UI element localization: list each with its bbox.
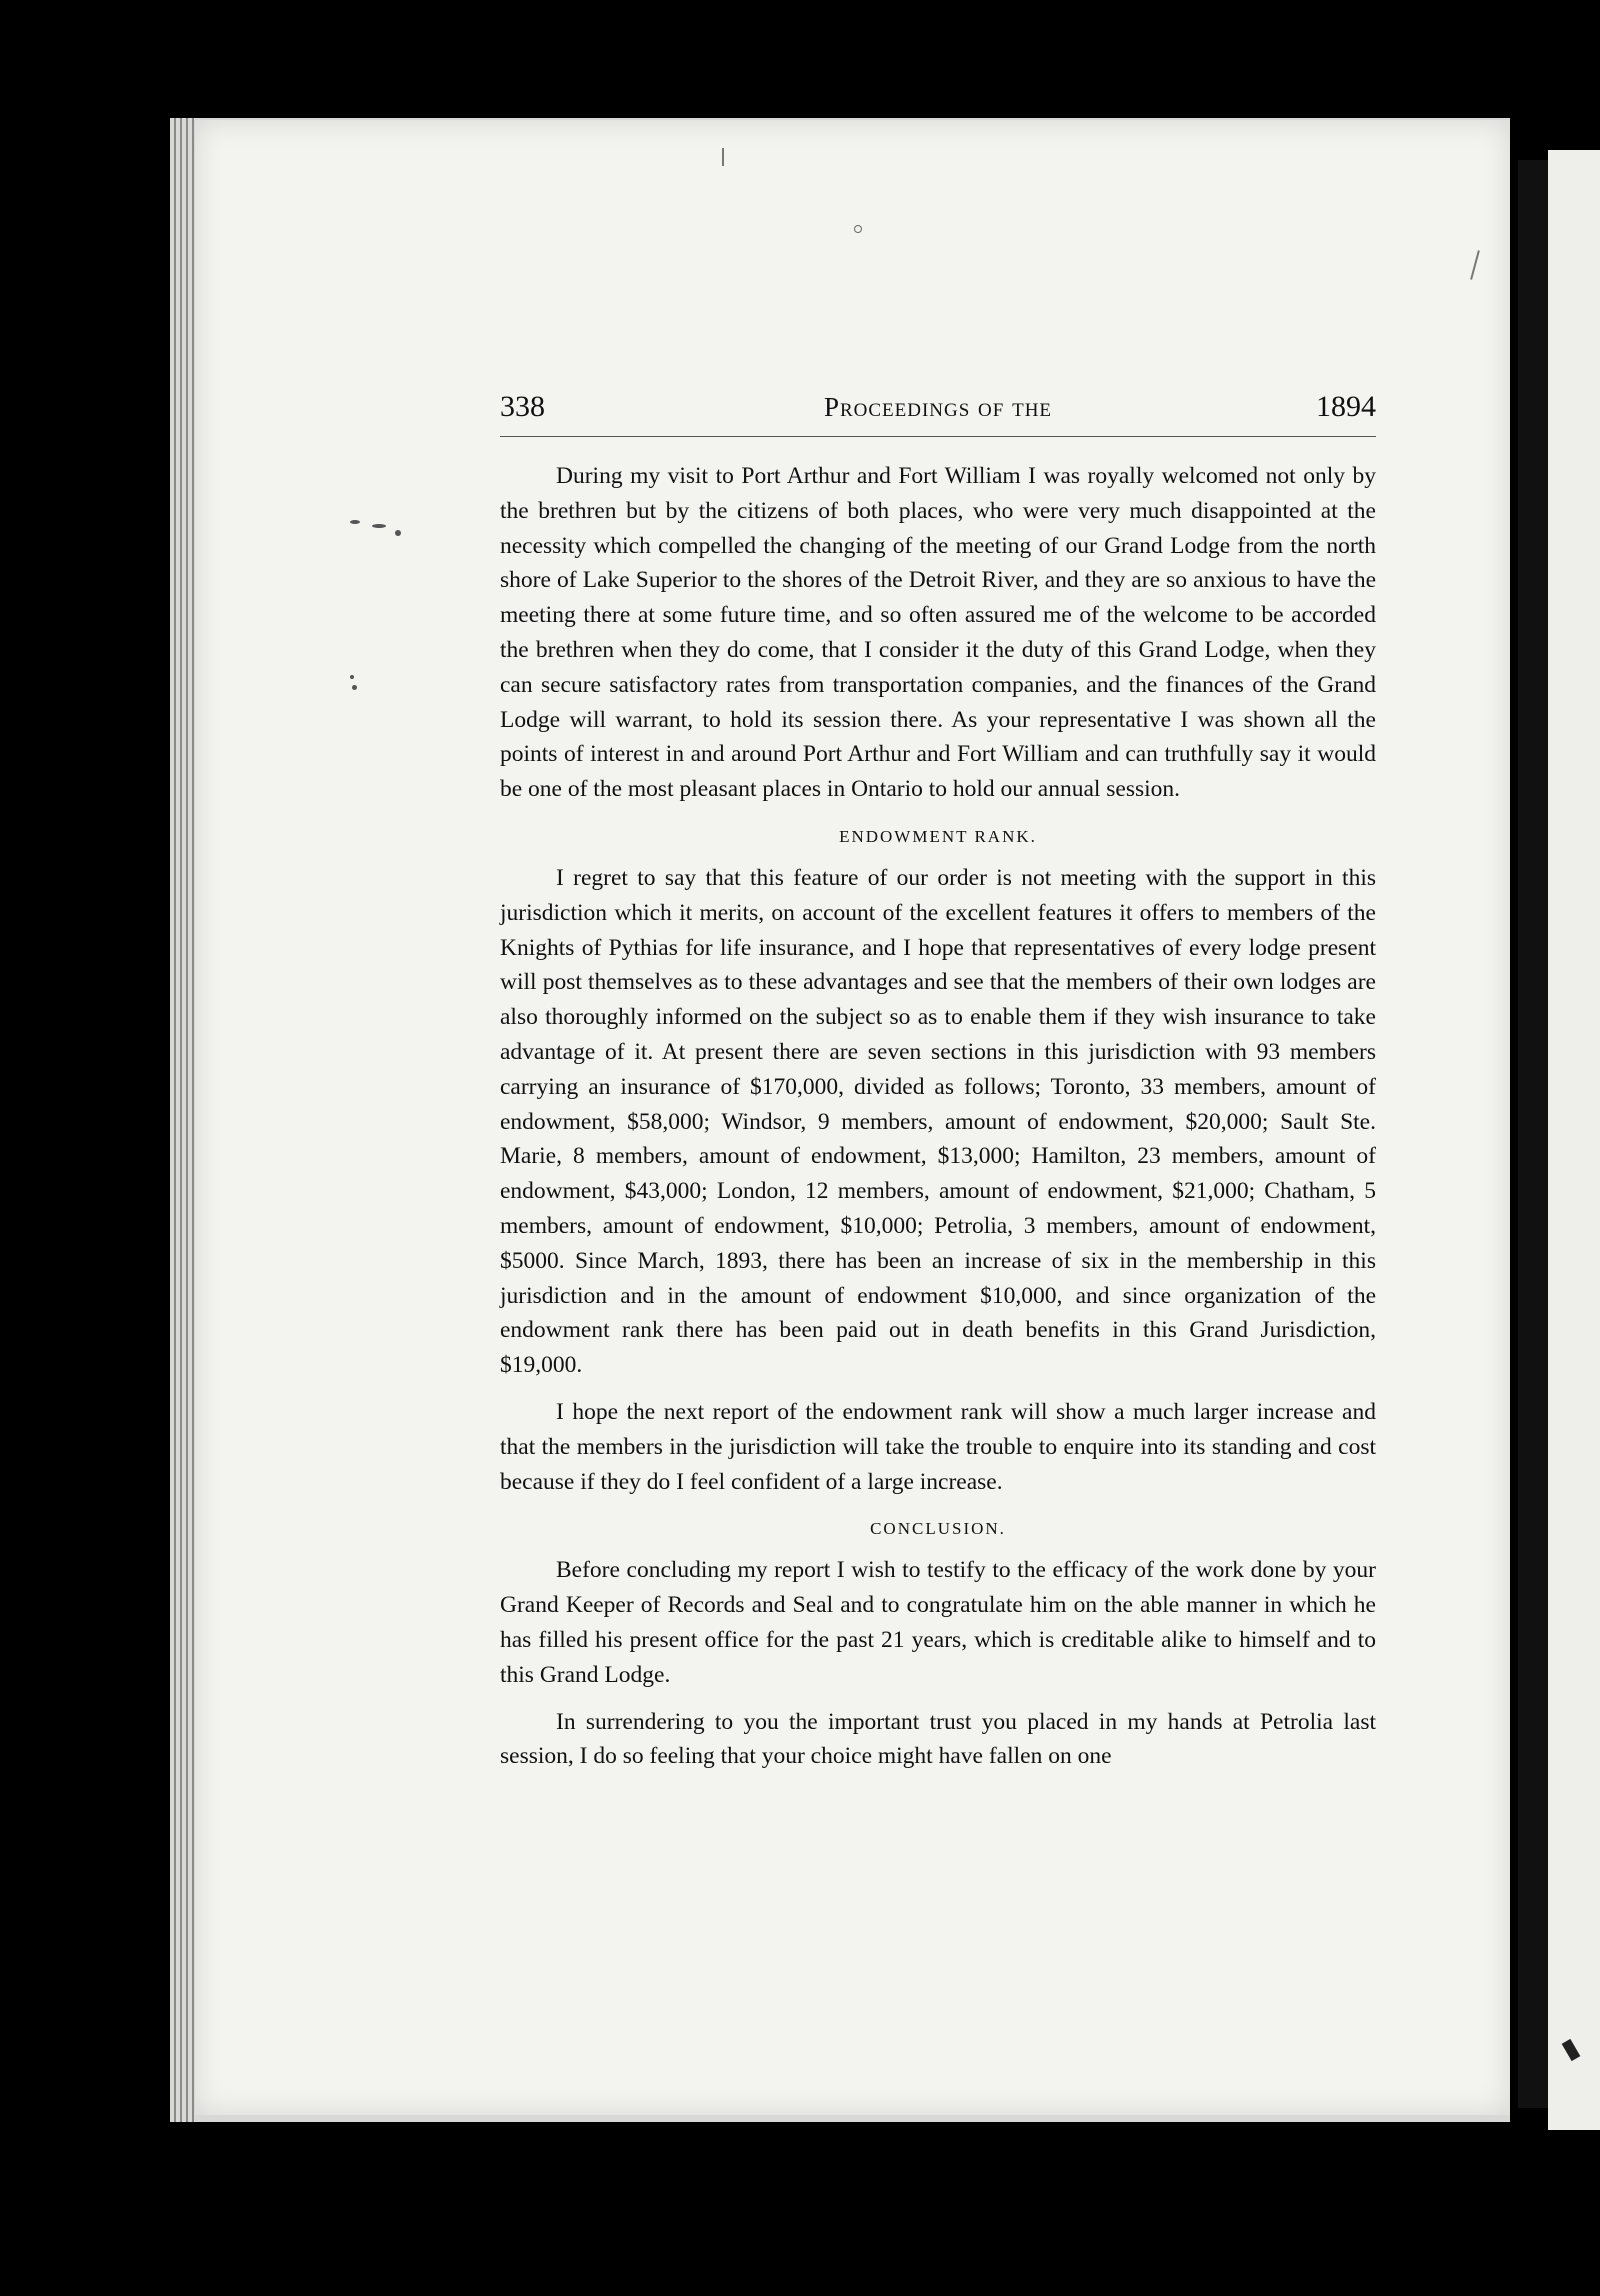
body-paragraph: I regret to say that this feature of our order is not meeting with the support in this jurisdiction which it merits, on account of the excellent features it offers to members of the Knights of Pythias for life insurance, and I hope that representatives of every lodge present will post themselves as to these advantages and see that the members of their own lodges are also thoroughly informed on the subject so as to enable them if they wish insurance to take advantage of it. At present there are seven sections in this jurisdiction with 93 members carrying an insurance of $170,000, divided as follows; Toronto, 33 members, amount of endowment, $58,000; Windsor, 9 members, amount of endowment, $20,000; Sault Ste. Marie, 8 members, amount of endowment, $13,000; Hamilton, 23 members, amount of endowment, $43,000; London, 12 members, amount of endowment, $21,000; Chatham, 5 members, amount of endowment, $10,000; Petrolia, 3 members, amount of endowment, $5000. Since March, 1893, there has been an increase of six in the membership in this jurisdiction and in the amount of endowment $10,000, and since organization of the endowment rank there has been paid out in death benefits in this Grand Jurisdiction, $19,000. <box>500 864 1376 1379</box>
page-edge-line <box>180 118 182 2122</box>
paper-speck <box>395 530 401 536</box>
running-title: Proceedings of the <box>823 392 1053 422</box>
body-paragraph: I hope the next report of the endowment rank will show a much larger increase and that the members in the jurisdiction will take the trouble to enquire into its standing and cost because if they do I feel confident of a large increase. <box>500 1398 1376 1495</box>
facing-page-edge <box>1548 150 1600 2130</box>
paper-speck <box>350 675 354 679</box>
binding-gutter <box>1518 160 1548 2108</box>
paper-speck <box>854 225 862 233</box>
page-edge-line <box>186 118 188 2122</box>
running-year: 1894 <box>1316 390 1376 423</box>
section-heading: ENDOWMENT RANK. <box>839 826 1037 846</box>
page-text-block <box>500 380 1376 1774</box>
page-edge-line <box>192 118 194 2122</box>
paper-speck <box>372 524 386 528</box>
page-edge-line <box>174 118 176 2122</box>
paper-scratch <box>722 148 724 166</box>
body-paragraph: In surrendering to you the important trust you placed in my hands at Petrolia last session, I do so feeling that your choice might have fallen on one <box>500 1708 1376 1770</box>
body-paragraph: During my visit to Port Arthur and Fort William I was royally welcomed not only by the brethren but by the citizens of both places, who were very much disappointed at the necessity which compelled the changing of the meeting of our Grand Lodge from the north shore of Lake Superior to the shores of the Detroit River, and they are so anxious to have the meeting there at some future time, and so often assured me of the welcome to be accorded the brethren when they do come, that I consider it the duty of this Grand Lodge, when they can secure satisfactory rates from transportation companies, and the finances of the Grand Lodge will warrant, to hold its session there. As your representative I was shown all the points of interest in and around Port Arthur and Fort William and can truthfully say it would be one of the most pleasant places in Ontario to hold our annual session. <box>500 463 1376 803</box>
paper-speck <box>352 685 357 690</box>
running-head <box>500 380 1376 437</box>
body-paragraph: Before concluding my report I wish to testify to the efficacy of the work done by your Grand Keeper of Records and Seal and to congratulate him on the able manner in which he has filled his present office for the past 21 years, which is creditable alike to himself and to this Grand Lodge. <box>500 1557 1376 1688</box>
page-number: 338 <box>500 390 545 423</box>
section-heading: CONCLUSION. <box>870 1519 1006 1539</box>
paper-speck <box>350 520 360 524</box>
